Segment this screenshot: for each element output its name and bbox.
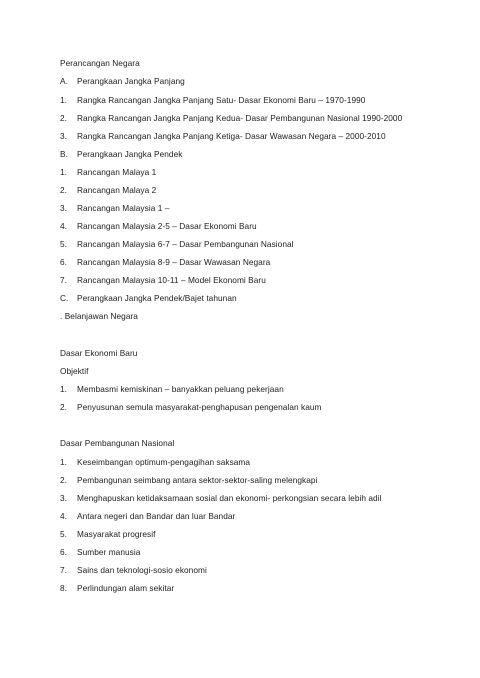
list-item [60,275,266,286]
list-item [60,95,365,106]
list-text: Rangka Rancangan Jangka Panjang Kedua- Dasar Pembangunan Nasional 1990-2000 [77,113,403,123]
section-a-marker: A. [60,76,68,86]
list-number: 3. [60,203,68,213]
dpn-title: Dasar Pembangunan Nasional [60,438,175,448]
list-text: Penyusunan semula masyarakat-penghapusan pengenalan kaum [77,402,322,412]
list-item [60,131,386,142]
list-item [60,583,174,594]
list-text: Antara negeri dan Bandar dan luar Bandar [77,511,236,521]
list-item [60,167,156,178]
list-text: Rancangan Malaya 2 [77,185,157,195]
deb-objektif-label: Objektif [60,366,89,376]
section-b-marker: B. [60,149,68,159]
list-number: 1. [60,167,68,177]
list-item [60,113,402,124]
section-b-heading [60,149,182,160]
list-number: 2. [60,402,68,412]
list-number: 3. [60,493,68,503]
list-text: Rancangan Malaysia 1 – [77,203,170,213]
list-item [60,221,257,232]
list-number: 1. [60,457,68,467]
list-number: 2. [60,475,68,485]
list-text: Perlindungan alam sekitar [77,583,175,593]
list-number: 1. [60,95,68,105]
section-a-label: Perangkaan Jangka Panjang [77,76,185,86]
list-number: 5. [60,239,68,249]
list-number: 3. [60,131,68,141]
list-number: 5. [60,529,68,539]
section-c-heading [60,293,237,304]
list-text: Menghapuskan ketidaksamaan sosial dan ekonomi- perkongsian secara lebih adil [77,493,382,503]
list-item [60,493,382,504]
section-b-label: Perangkaan Jangka Pendek [77,149,183,159]
list-item [60,239,294,250]
belanjawan-line: . Belanjawan Negara [60,311,138,321]
list-number: 8. [60,583,68,593]
section-a-heading [60,76,185,87]
list-item [60,384,284,395]
list-item [60,511,235,522]
section-c-label: Perangkaan Jangka Pendek/Bajet tahunan [77,293,237,303]
section-c-marker: C. [60,293,69,303]
list-number: 7. [60,275,68,285]
list-number: 2. [60,113,68,123]
list-text: Masyarakat progresif [77,529,156,539]
list-number: 6. [60,547,68,557]
list-text: Rancangan Malaysia 6-7 – Dasar Pembangunan Nasional [77,239,294,249]
list-text: Rangka Rancangan Jangka Panjang Satu- Dasar Ekonomi Baru – 1970-1990 [77,95,366,105]
list-text: Sains dan teknologi-sosio ekonomi [77,565,207,575]
list-item [60,257,270,268]
list-text: Rangka Rancangan Jangka Panjang Ketiga- Dasar Wawasan Negara – 2000-2010 [77,131,386,141]
list-number: 2. [60,185,68,195]
list-number: 4. [60,221,68,231]
list-item [60,547,140,558]
list-number: 1. [60,384,68,394]
list-number: 7. [60,565,68,575]
list-item [60,565,207,576]
list-text: Keseimbangan optimum-pengagihan saksama [77,457,251,467]
list-item [60,457,250,468]
list-text: Rancangan Malaysia 8-9 – Dasar Wawasan Negara [77,257,271,267]
list-text: Membasmi kemiskinan – banyakkan peluang pekerjaan [77,384,284,394]
list-text: Rancangan Malaysia 2-5 – Dasar Ekonomi Baru [77,221,257,231]
list-text: Rancangan Malaysia 10-11 – Model Ekonomi Baru [77,275,266,285]
list-item [60,475,317,486]
list-text: Pembangunan seimbang antara sektor-sektor-saling melengkapi [77,475,318,485]
list-item [60,185,156,196]
list-number: 6. [60,257,68,267]
list-item [60,402,322,413]
deb-title: Dasar Ekonomi Baru [60,348,138,358]
list-item [60,203,169,214]
document-title: Perancangan Negara [60,58,140,68]
list-text: Sumber manusia [77,547,141,557]
list-text: Rancangan Malaya 1 [77,167,157,177]
list-number: 4. [60,511,68,521]
list-item [60,529,155,540]
